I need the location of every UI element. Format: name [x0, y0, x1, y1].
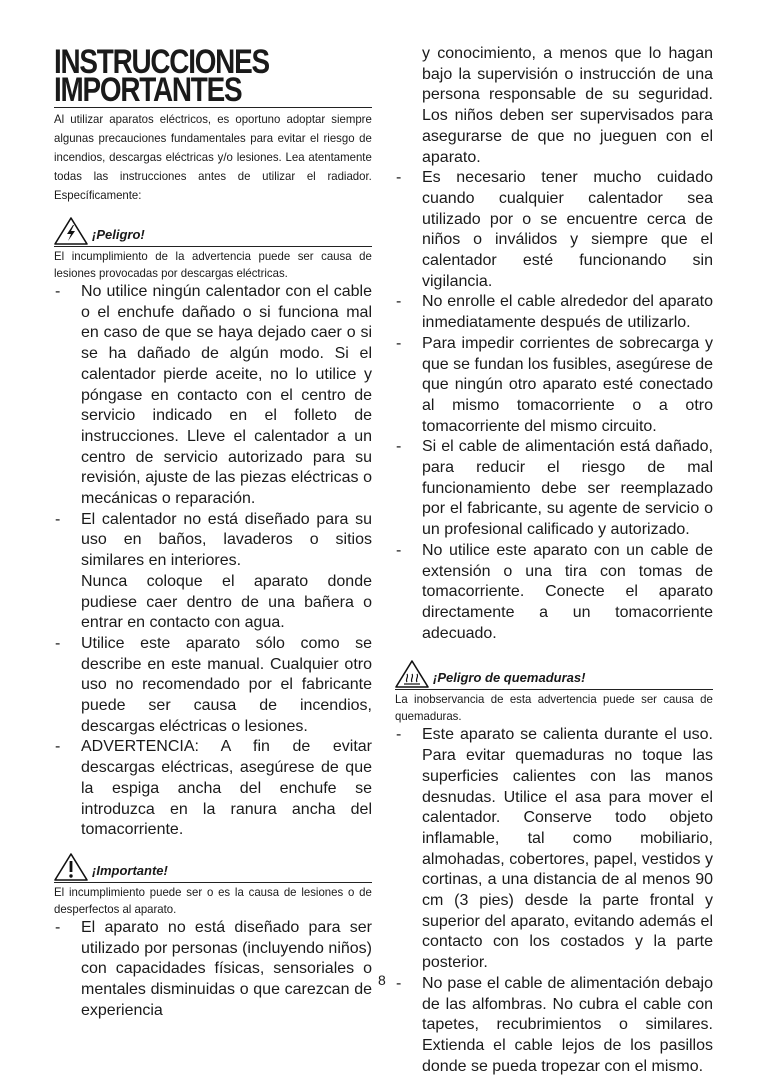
peligro-text: El incumplimiento de la advertencia puede ser causa de lesiones provocadas por descargas eléctricas.: [54, 249, 372, 280]
importante-title: ¡Importante!: [92, 862, 168, 878]
quemaduras-divider: [395, 689, 713, 690]
right-column: [395, 44, 713, 1077]
quemaduras-title: ¡Peligro de quemaduras!: [433, 670, 586, 686]
list-item: - No utilice ningún calentador con el cable o el enchufe dañado o si funciona mal en caso de que se haya dejado caer o si se ha dañado de algún modo. Si el calentador pierde aceite, no lo utilice y póngase en contacto con el centro de servicio indicado en el folleto de instrucciones. Lleve el calentador a un centro de servicio autorizado para su revisión, ajuste de las piezas eléctricas o mecánicas o reparación.: [54, 282, 372, 510]
intro-paragraph: Al utilizar aparatos eléctricos, es oportuno adoptar siempre algunas precauciones fundamentales para evitar el riesgo de incendios, descargas eléctricas y/o lesiones. Lea atentamente todas las instrucciones antes de utilizar el radiador. Específicamente:: [54, 112, 372, 202]
list-item-text: - El calentador no está diseñado para su uso en baños, lavaderos o sitios similares en interiores.: [81, 510, 372, 570]
list-item: - No enrolle el cable alrededor del aparato inmediatamente después de utilizarlo.: [395, 292, 713, 333]
list-item-continuation: y conocimiento, a menos que lo hagan bajo la supervisión o instrucción de una persona responsable de su seguridad. Los niños deben ser supervisados para asegurarse de que no jueguen con el aparato.: [422, 45, 713, 166]
quemaduras-heading: [395, 660, 713, 688]
peligro-divider: [54, 246, 372, 247]
list-item: - Si el cable de alimentación está dañado, para reducir el riesgo de mal funcionamiento debe ser reemplazado por el fabricante, su agente de servicio o un profesional calificado y autorizado.: [395, 437, 713, 541]
importante-text: El incumplimiento puede ser o es la causa de lesiones o de desperfectos al aparato.: [54, 884, 372, 916]
list-item: [54, 510, 372, 634]
importante-list-start: [54, 918, 372, 1022]
title-line-2: IMPORTANTES: [54, 71, 242, 109]
warning-icon: [54, 853, 88, 881]
list-item-extra: Nunca coloque el aparato donde pudiese caer dentro de una bañera o entrar en contacto con agua.: [81, 572, 372, 632]
page-number: 8: [378, 972, 386, 988]
peligro-heading: [54, 217, 372, 245]
hot-surface-icon: [395, 660, 429, 688]
importante-heading: [54, 853, 372, 881]
quemaduras-text: La inobservancia de esta advertencia puede ser causa de quemaduras.: [395, 692, 713, 724]
peligro-title: ¡Peligro!: [92, 227, 145, 242]
importante-divider: [54, 882, 372, 883]
list-item: - Utilice este aparato sólo como se describe en este manual. Cualquier otro uso no recomendado por el fabricante puede ser causa de incendios, descargas eléctricas o lesiones.: [54, 634, 372, 738]
peligro-list: [54, 282, 372, 841]
list-item: - No utilice este aparato con un cable de extensión o una tira con tomas de tomacorriente. Conecte el aparato directamente a un tomacorriente adecuado.: [395, 541, 713, 645]
list-item: - ADVERTENCIA: A fin de evitar descargas eléctricas, asegúrese de que la espiga ancha del enchufe se introduzca en la ranura ancha del tomacorriente.: [54, 737, 372, 841]
importante-list-continued: [395, 44, 713, 644]
list-item: - No pase el cable de alimentación debajo de las alfombras. No cubra el cable con tapetes, recubrimientos o similares. Extienda el cable lejos de los pasillos donde se pueda tropezar con el mismo.: [395, 974, 713, 1077]
list-item: - Para impedir corrientes de sobrecarga y que se fundan los fusibles, asegúrese de que ningún otro aparato esté conectado al mismo tomacorriente o a otro tomacorriente del mismo circuito.: [395, 334, 713, 438]
quemaduras-list: [395, 725, 713, 1077]
left-column: [54, 44, 372, 1022]
page-title: [54, 43, 372, 109]
list-item: - Es necesario tener mucho cuidado cuando cualquier calentador sea utilizado por o se encuentre cerca de niños o inválidos y siempre que el calentador esté funcionando sin vigilancia.: [395, 168, 713, 292]
electric-hazard-icon: [54, 217, 88, 245]
title-line-1: INSTRUCCIONES: [54, 43, 269, 81]
list-item: - El aparato no está diseñado para ser utilizado por personas (incluyendo niños) con capacidades físicas, sensoriales o mentales disminuidas o que carezcan de experiencia: [54, 918, 372, 1022]
list-item: - Este aparato se calienta durante el uso. Para evitar quemaduras no toque las superficies calientes con las manos desnudas. Utilice el asa para mover el calentador. Conserve todo objeto inflamable, tal como mobiliario, almohadas, cobertores, papel, vestidos y cortinas, a una distancia de al menos 90 cm (3 pies) desde la parte frontal y superior del aparato, evitando además el contacto con los costados y la parte posterior.: [395, 725, 713, 973]
